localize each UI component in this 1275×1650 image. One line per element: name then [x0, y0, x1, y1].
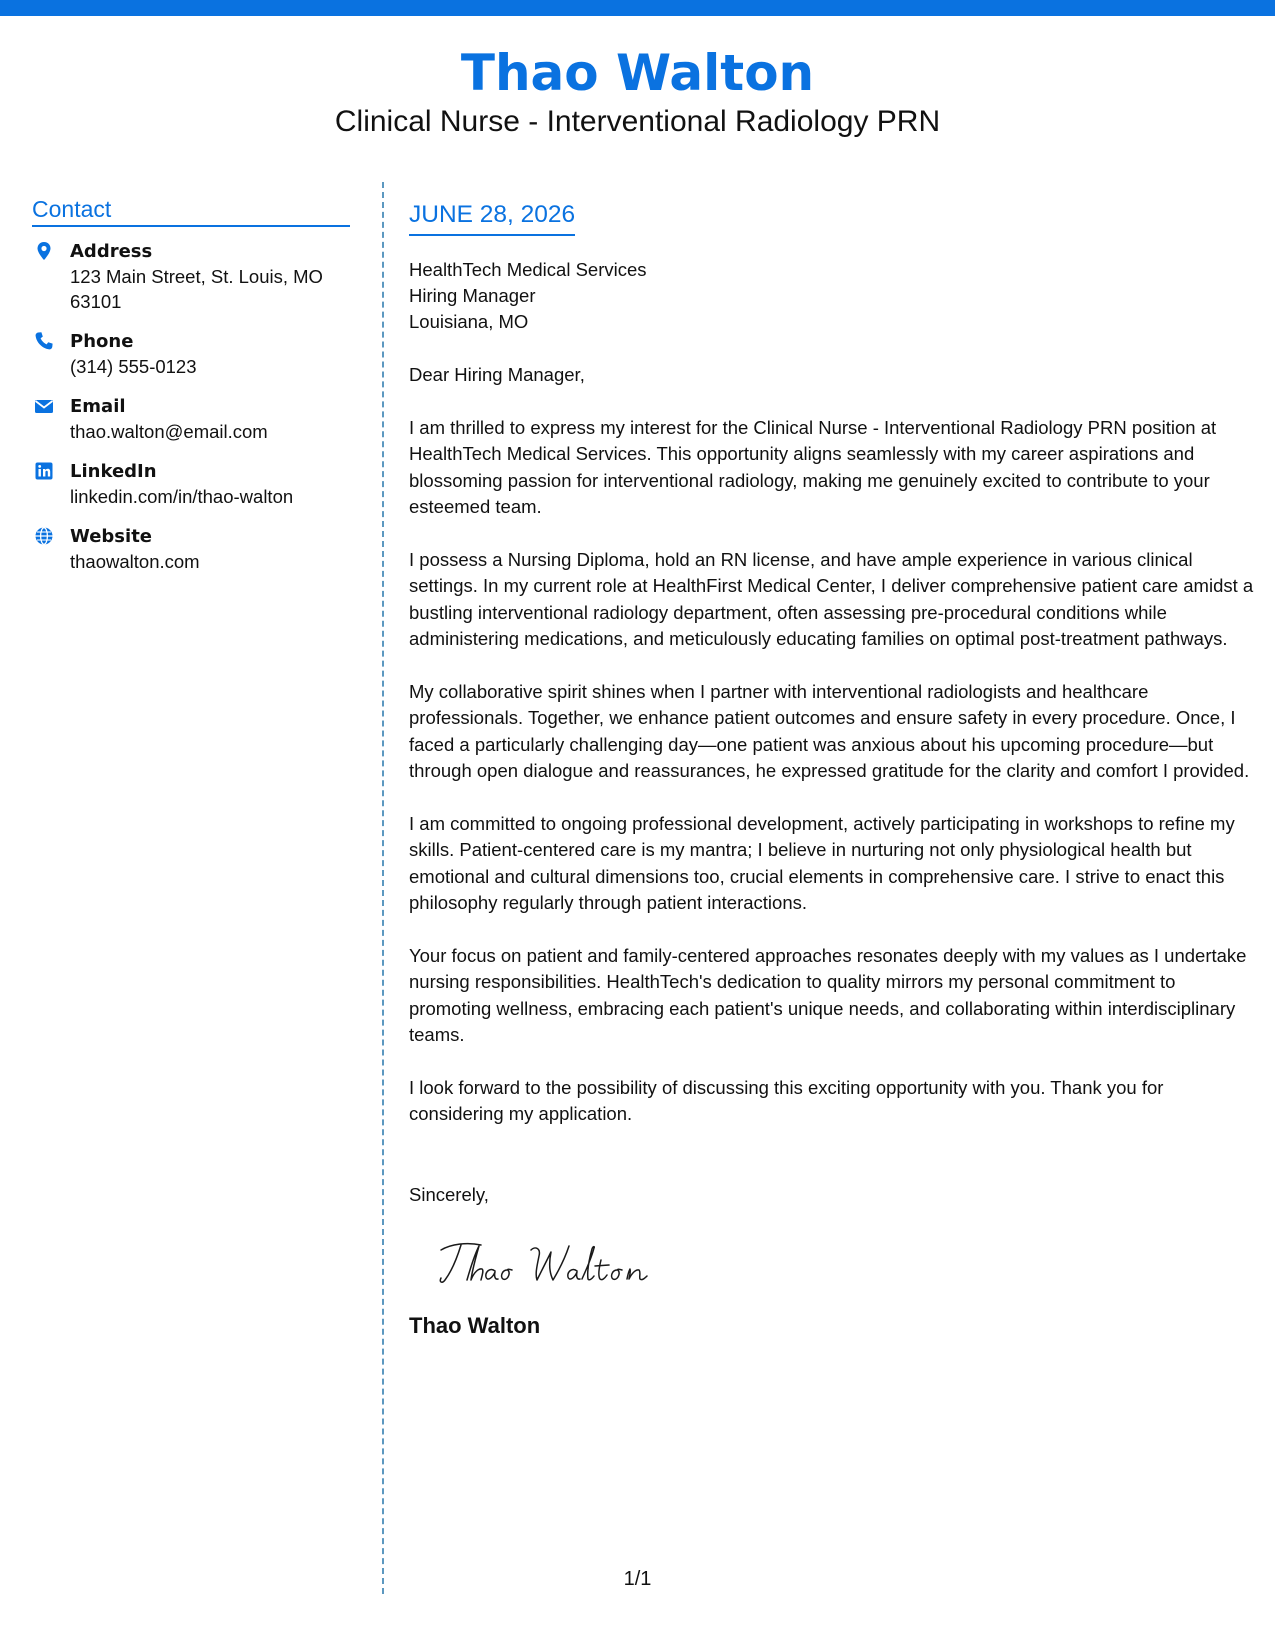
recipient-location: Louisiana, MO [409, 311, 529, 332]
handwritten-signature [437, 1236, 1254, 1296]
page-number: 1/1 [623, 1568, 652, 1590]
letter-body [409, 200, 1254, 1340]
closing: Sincerely, [409, 1183, 489, 1205]
applicant-name: Thao Walton [460, 44, 815, 102]
contact-value: (314) 555-0123 [70, 356, 197, 377]
contact-email [32, 394, 350, 444]
recipient-company: HealthTech Medical Services [409, 259, 647, 280]
signature-drawing [437, 1236, 667, 1296]
contact-sidebar [32, 196, 350, 589]
contact-value: thao.walton@email.com [70, 421, 268, 442]
contact-website [32, 524, 350, 574]
contact-value: thaowalton.com [70, 551, 200, 572]
contact-label: Address [70, 241, 153, 262]
letter-date: JUNE 28, 2026 [409, 200, 575, 236]
salutation: Dear Hiring Manager, [409, 364, 585, 385]
recipient-role: Hiring Manager [409, 285, 536, 306]
map-pin-icon [34, 241, 54, 261]
recipient-block [409, 257, 1254, 335]
linkedin-icon [34, 461, 54, 481]
letter-paragraph: I am thrilled to express my interest for the Clinical Nurse - Interventional Radiology PRN position at HealthTech Medical Services. This opportunity aligns seamlessly with my career aspirations and blossoming passion for interventional radiology, making me genuinely excited to contribute to your esteemed team. [409, 416, 1217, 517]
letter-paragraph: I look forward to the possibility of discussing this exciting opportunity with you. Thank you for considering my application. [409, 1076, 1164, 1124]
contact-label: LinkedIn [70, 461, 157, 482]
contact-label: Website [70, 526, 153, 547]
envelope-icon [34, 396, 54, 416]
contact-address [32, 239, 350, 314]
contact-label: Phone [70, 331, 134, 352]
contact-label: Email [70, 396, 126, 417]
contact-value: linkedin.com/in/thao-walton [70, 486, 294, 507]
contact-phone [32, 329, 350, 379]
resume-header [0, 40, 1275, 142]
job-title: Clinical Nurse - Interventional Radiology PRN [334, 105, 941, 138]
contact-heading: Contact [32, 196, 350, 227]
contact-list [32, 239, 350, 574]
contact-value: 123 Main Street, St. Louis, MO 63101 [70, 266, 323, 312]
globe-icon [34, 526, 54, 546]
signer-name: Thao Walton [409, 1312, 541, 1338]
top-accent-bar [0, 0, 1275, 16]
phone-icon [34, 331, 54, 351]
letter-paragraph: My collaborative spirit shines when I partner with interventional radiologists and healthcare professionals. Together, we enhance patient outcomes and ensure safety in every procedure. Once, I faced a particularly challenging day—one patient was anxious about his upcoming procedure—but through open dialogue and reassurances, he expressed gratitude for the clarity and comfort I provided. [409, 680, 1250, 781]
letter-paragraph: Your focus on patient and family-centered approaches resonates deeply with my values as I undertake nursing responsibilities. HealthTech's dedication to quality mirrors my personal commitment to promoting wellness, embracing each patient's unique needs, and collaborating within interdisciplinary teams. [409, 944, 1247, 1045]
letter-paragraph: I possess a Nursing Diploma, hold an RN license, and have ample experience in various clinical settings. In my current role at HealthFirst Medical Center, I deliver comprehensive patient care amidst a bustling interventional radiology department, often assessing pre-procedural conditions while administering medications, and meticulously educating families on optimal post-treatment pathways. [409, 548, 1254, 649]
contact-linkedin [32, 459, 350, 509]
letter-paragraph: I am committed to ongoing professional development, actively participating in workshops to refine my skills. Patient-centered care is my mantra; I believe in nurturing not only physiological health but emotional and cultural dimensions too, crucial elements in comprehensive care. I strive to enact this philosophy regularly through patient interactions. [409, 812, 1235, 913]
column-divider [382, 182, 384, 1594]
